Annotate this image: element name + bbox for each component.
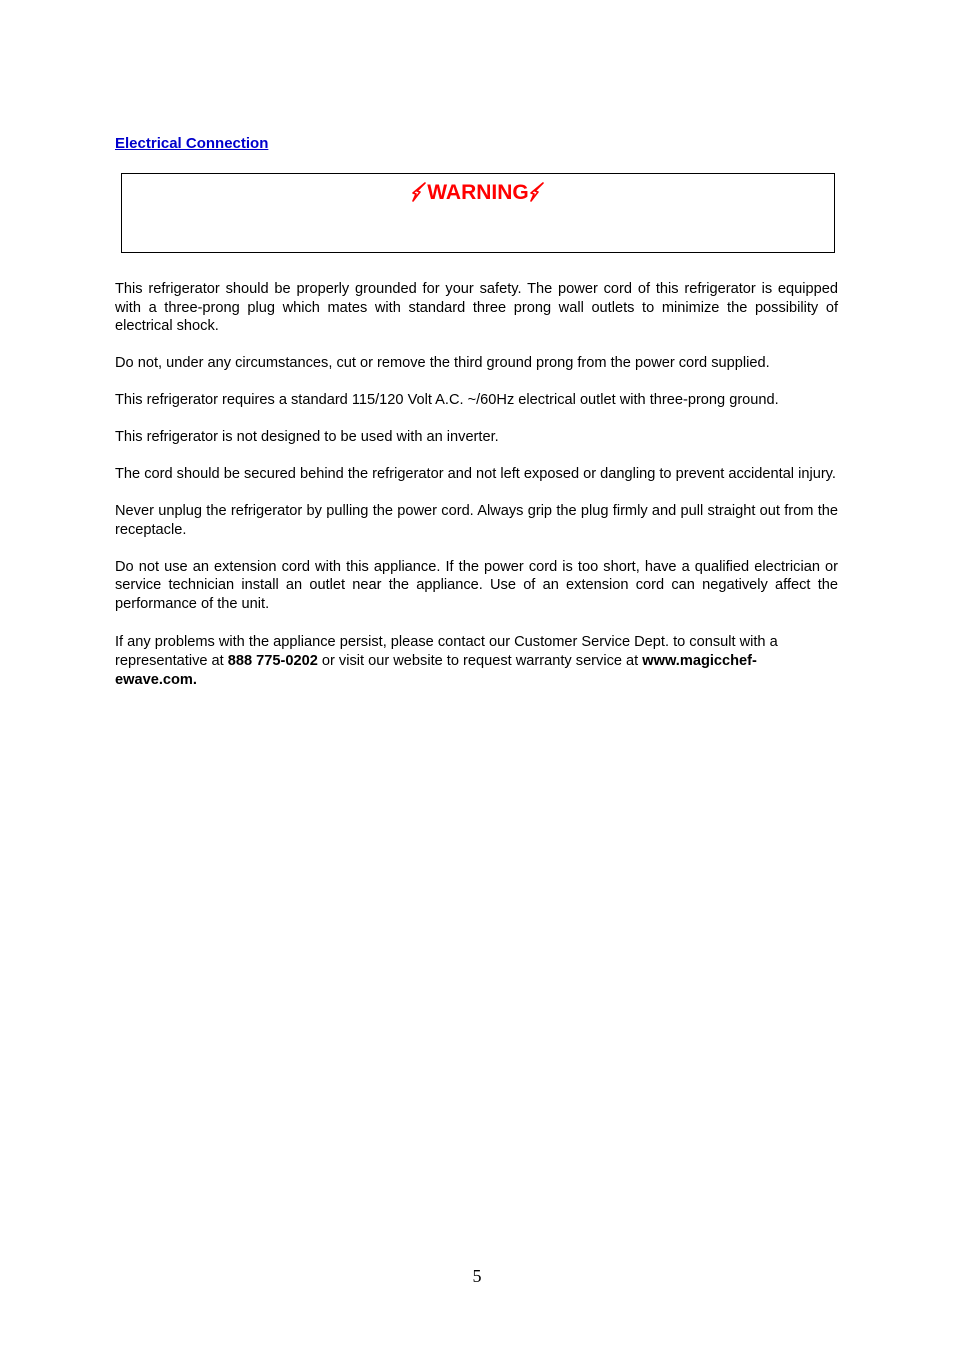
paragraph-grounding: This refrigerator should be properly grounded for your safety. The power cord of this refrigerator is equipped with a three-prong plug which mates with standard three prong wall outlets to minimize the possibility of electrical shock. [115,281,838,335]
page-number: 5 [472,1266,482,1286]
contact-text-part-2: or visit our website to request warranty service at [317,653,643,670]
warning-title [122,180,834,206]
paragraph-unplug: Never unplug the refrigerator by pulling the power cord. Always grip the plug firmly and pull straight out from the receptacle. [115,503,838,538]
warning-label: WARNING [427,181,529,204]
contact-text-part-1: If any problems with the appliance persist, please contact our Customer Service Dept. to consult with a representative at [115,634,778,670]
paragraph-contact [115,633,838,689]
lightning-bolt-icon [411,182,427,202]
website-address: www.magicchef-ewave.com. [115,653,757,688]
warning-box [121,173,835,253]
paragraph-cord-secured: The cord should be secured behind the refrigerator and not left exposed or dangling to prevent accidental injury. [115,466,836,483]
paragraph-outlet-requirements: This refrigerator requires a standard 115/120 Volt A.C. ~/60Hz electrical outlet with three-prong ground. [115,392,779,409]
lightning-bolt-icon [529,182,545,202]
paragraph-inverter: This refrigerator is not designed to be used with an inverter. [115,429,499,446]
customer-service-phone: 888 775-0202 [227,653,318,670]
paragraph-extension-cord: Do not use an extension cord with this appliance. If the power cord is too short, have a qualified electrician or service technician install an outlet near the appliance. Use of an extension cord can negatively affect the performance of the unit. [115,558,838,612]
body-text [115,280,838,708]
section-heading-electrical-connection[interactable]: Electrical Connection [115,135,269,152]
paragraph-ground-prong: Do not, under any circumstances, cut or remove the third ground prong from the power cord supplied. [115,355,770,372]
